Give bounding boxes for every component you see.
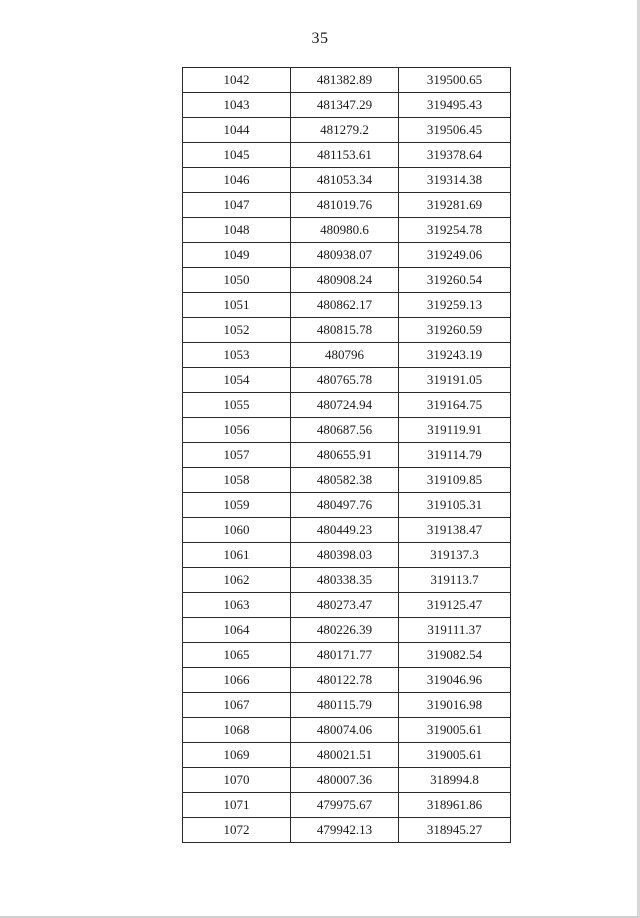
y-coordinate-cell: 319495.43 (399, 93, 511, 118)
table-row (183, 768, 511, 793)
table-row (183, 793, 511, 818)
point-number-cell: 1054 (183, 368, 291, 393)
x-coordinate-cell: 480074.06 (291, 718, 399, 743)
point-number-cell: 1055 (183, 393, 291, 418)
y-coordinate-cell: 319105.31 (399, 493, 511, 518)
point-number-cell: 1046 (183, 168, 291, 193)
table-row (183, 718, 511, 743)
x-coordinate-cell: 480115.79 (291, 693, 399, 718)
x-coordinate-cell: 481019.76 (291, 193, 399, 218)
point-number-cell: 1057 (183, 443, 291, 468)
point-number-cell: 1063 (183, 593, 291, 618)
x-coordinate-cell: 480862.17 (291, 293, 399, 318)
point-number-cell: 1056 (183, 418, 291, 443)
point-number-cell: 1069 (183, 743, 291, 768)
x-coordinate-cell: 480655.91 (291, 443, 399, 468)
y-coordinate-cell: 319005.61 (399, 718, 511, 743)
x-coordinate-cell: 481347.29 (291, 93, 399, 118)
x-coordinate-cell: 479942.13 (291, 818, 399, 843)
table-row (183, 68, 511, 93)
y-coordinate-cell: 319243.19 (399, 343, 511, 368)
table-row (183, 493, 511, 518)
x-coordinate-cell: 480338.35 (291, 568, 399, 593)
table-row (183, 543, 511, 568)
x-coordinate-cell: 480398.03 (291, 543, 399, 568)
y-coordinate-cell: 319111.37 (399, 618, 511, 643)
x-coordinate-cell: 481153.61 (291, 143, 399, 168)
table-row (183, 343, 511, 368)
y-coordinate-cell: 319281.69 (399, 193, 511, 218)
y-coordinate-cell: 319191.05 (399, 368, 511, 393)
point-number-cell: 1050 (183, 268, 291, 293)
x-coordinate-cell: 480273.47 (291, 593, 399, 618)
point-number-cell: 1062 (183, 568, 291, 593)
point-number-cell: 1060 (183, 518, 291, 543)
table-row (183, 93, 511, 118)
y-coordinate-cell: 319016.98 (399, 693, 511, 718)
x-coordinate-cell: 480007.36 (291, 768, 399, 793)
x-coordinate-cell: 480226.39 (291, 618, 399, 643)
x-coordinate-cell: 480122.78 (291, 668, 399, 693)
table-row (183, 243, 511, 268)
coordinates-table (182, 67, 511, 843)
y-coordinate-cell: 319506.45 (399, 118, 511, 143)
table-row (183, 393, 511, 418)
point-number-cell: 1042 (183, 68, 291, 93)
y-coordinate-cell: 319249.06 (399, 243, 511, 268)
coordinates-table-body (183, 68, 511, 843)
x-coordinate-cell: 480908.24 (291, 268, 399, 293)
table-row (183, 518, 511, 543)
y-coordinate-cell: 319260.59 (399, 318, 511, 343)
x-coordinate-cell: 480980.6 (291, 218, 399, 243)
table-row (183, 668, 511, 693)
table-row (183, 618, 511, 643)
x-coordinate-cell: 480724.94 (291, 393, 399, 418)
point-number-cell: 1049 (183, 243, 291, 268)
point-number-cell: 1065 (183, 643, 291, 668)
y-coordinate-cell: 318994.8 (399, 768, 511, 793)
y-coordinate-cell: 318945.27 (399, 818, 511, 843)
point-number-cell: 1058 (183, 468, 291, 493)
table-row (183, 168, 511, 193)
table-row (183, 743, 511, 768)
table-row (183, 193, 511, 218)
x-coordinate-cell: 479975.67 (291, 793, 399, 818)
y-coordinate-cell: 319254.78 (399, 218, 511, 243)
y-coordinate-cell: 319314.38 (399, 168, 511, 193)
x-coordinate-cell: 480765.78 (291, 368, 399, 393)
y-coordinate-cell: 319164.75 (399, 393, 511, 418)
y-coordinate-cell: 319109.85 (399, 468, 511, 493)
table-row (183, 568, 511, 593)
y-coordinate-cell: 319378.64 (399, 143, 511, 168)
table-row (183, 593, 511, 618)
table-row (183, 418, 511, 443)
x-coordinate-cell: 481279.2 (291, 118, 399, 143)
point-number-cell: 1053 (183, 343, 291, 368)
y-coordinate-cell: 319005.61 (399, 743, 511, 768)
table-row (183, 218, 511, 243)
point-number-cell: 1072 (183, 818, 291, 843)
point-number-cell: 1067 (183, 693, 291, 718)
table-row (183, 118, 511, 143)
point-number-cell: 1059 (183, 493, 291, 518)
x-coordinate-cell: 480687.56 (291, 418, 399, 443)
point-number-cell: 1043 (183, 93, 291, 118)
y-coordinate-cell: 319259.13 (399, 293, 511, 318)
table-row (183, 818, 511, 843)
x-coordinate-cell: 480582.38 (291, 468, 399, 493)
point-number-cell: 1044 (183, 118, 291, 143)
x-coordinate-cell: 480938.07 (291, 243, 399, 268)
point-number-cell: 1051 (183, 293, 291, 318)
table-row (183, 143, 511, 168)
point-number-cell: 1048 (183, 218, 291, 243)
y-coordinate-cell: 319500.65 (399, 68, 511, 93)
y-coordinate-cell: 319125.47 (399, 593, 511, 618)
y-coordinate-cell: 319114.79 (399, 443, 511, 468)
y-coordinate-cell: 319137.3 (399, 543, 511, 568)
x-coordinate-cell: 480796 (291, 343, 399, 368)
y-coordinate-cell: 319113.7 (399, 568, 511, 593)
point-number-cell: 1068 (183, 718, 291, 743)
y-coordinate-cell: 319260.54 (399, 268, 511, 293)
x-coordinate-cell: 481053.34 (291, 168, 399, 193)
point-number-cell: 1047 (183, 193, 291, 218)
table-row (183, 643, 511, 668)
point-number-cell: 1045 (183, 143, 291, 168)
y-coordinate-cell: 319119.91 (399, 418, 511, 443)
point-number-cell: 1066 (183, 668, 291, 693)
y-coordinate-cell: 319082.54 (399, 643, 511, 668)
point-number-cell: 1052 (183, 318, 291, 343)
x-coordinate-cell: 480815.78 (291, 318, 399, 343)
table-row (183, 268, 511, 293)
y-coordinate-cell: 319046.96 (399, 668, 511, 693)
x-coordinate-cell: 480171.77 (291, 643, 399, 668)
table-row (183, 468, 511, 493)
table-row (183, 368, 511, 393)
x-coordinate-cell: 480021.51 (291, 743, 399, 768)
table-row (183, 293, 511, 318)
table-row (183, 443, 511, 468)
table-row (183, 693, 511, 718)
table-row (183, 318, 511, 343)
point-number-cell: 1064 (183, 618, 291, 643)
point-number-cell: 1070 (183, 768, 291, 793)
y-coordinate-cell: 318961.86 (399, 793, 511, 818)
y-coordinate-cell: 319138.47 (399, 518, 511, 543)
page-number: 35 (311, 30, 329, 47)
point-number-cell: 1071 (183, 793, 291, 818)
point-number-cell: 1061 (183, 543, 291, 568)
x-coordinate-cell: 480497.76 (291, 493, 399, 518)
x-coordinate-cell: 480449.23 (291, 518, 399, 543)
x-coordinate-cell: 481382.89 (291, 68, 399, 93)
